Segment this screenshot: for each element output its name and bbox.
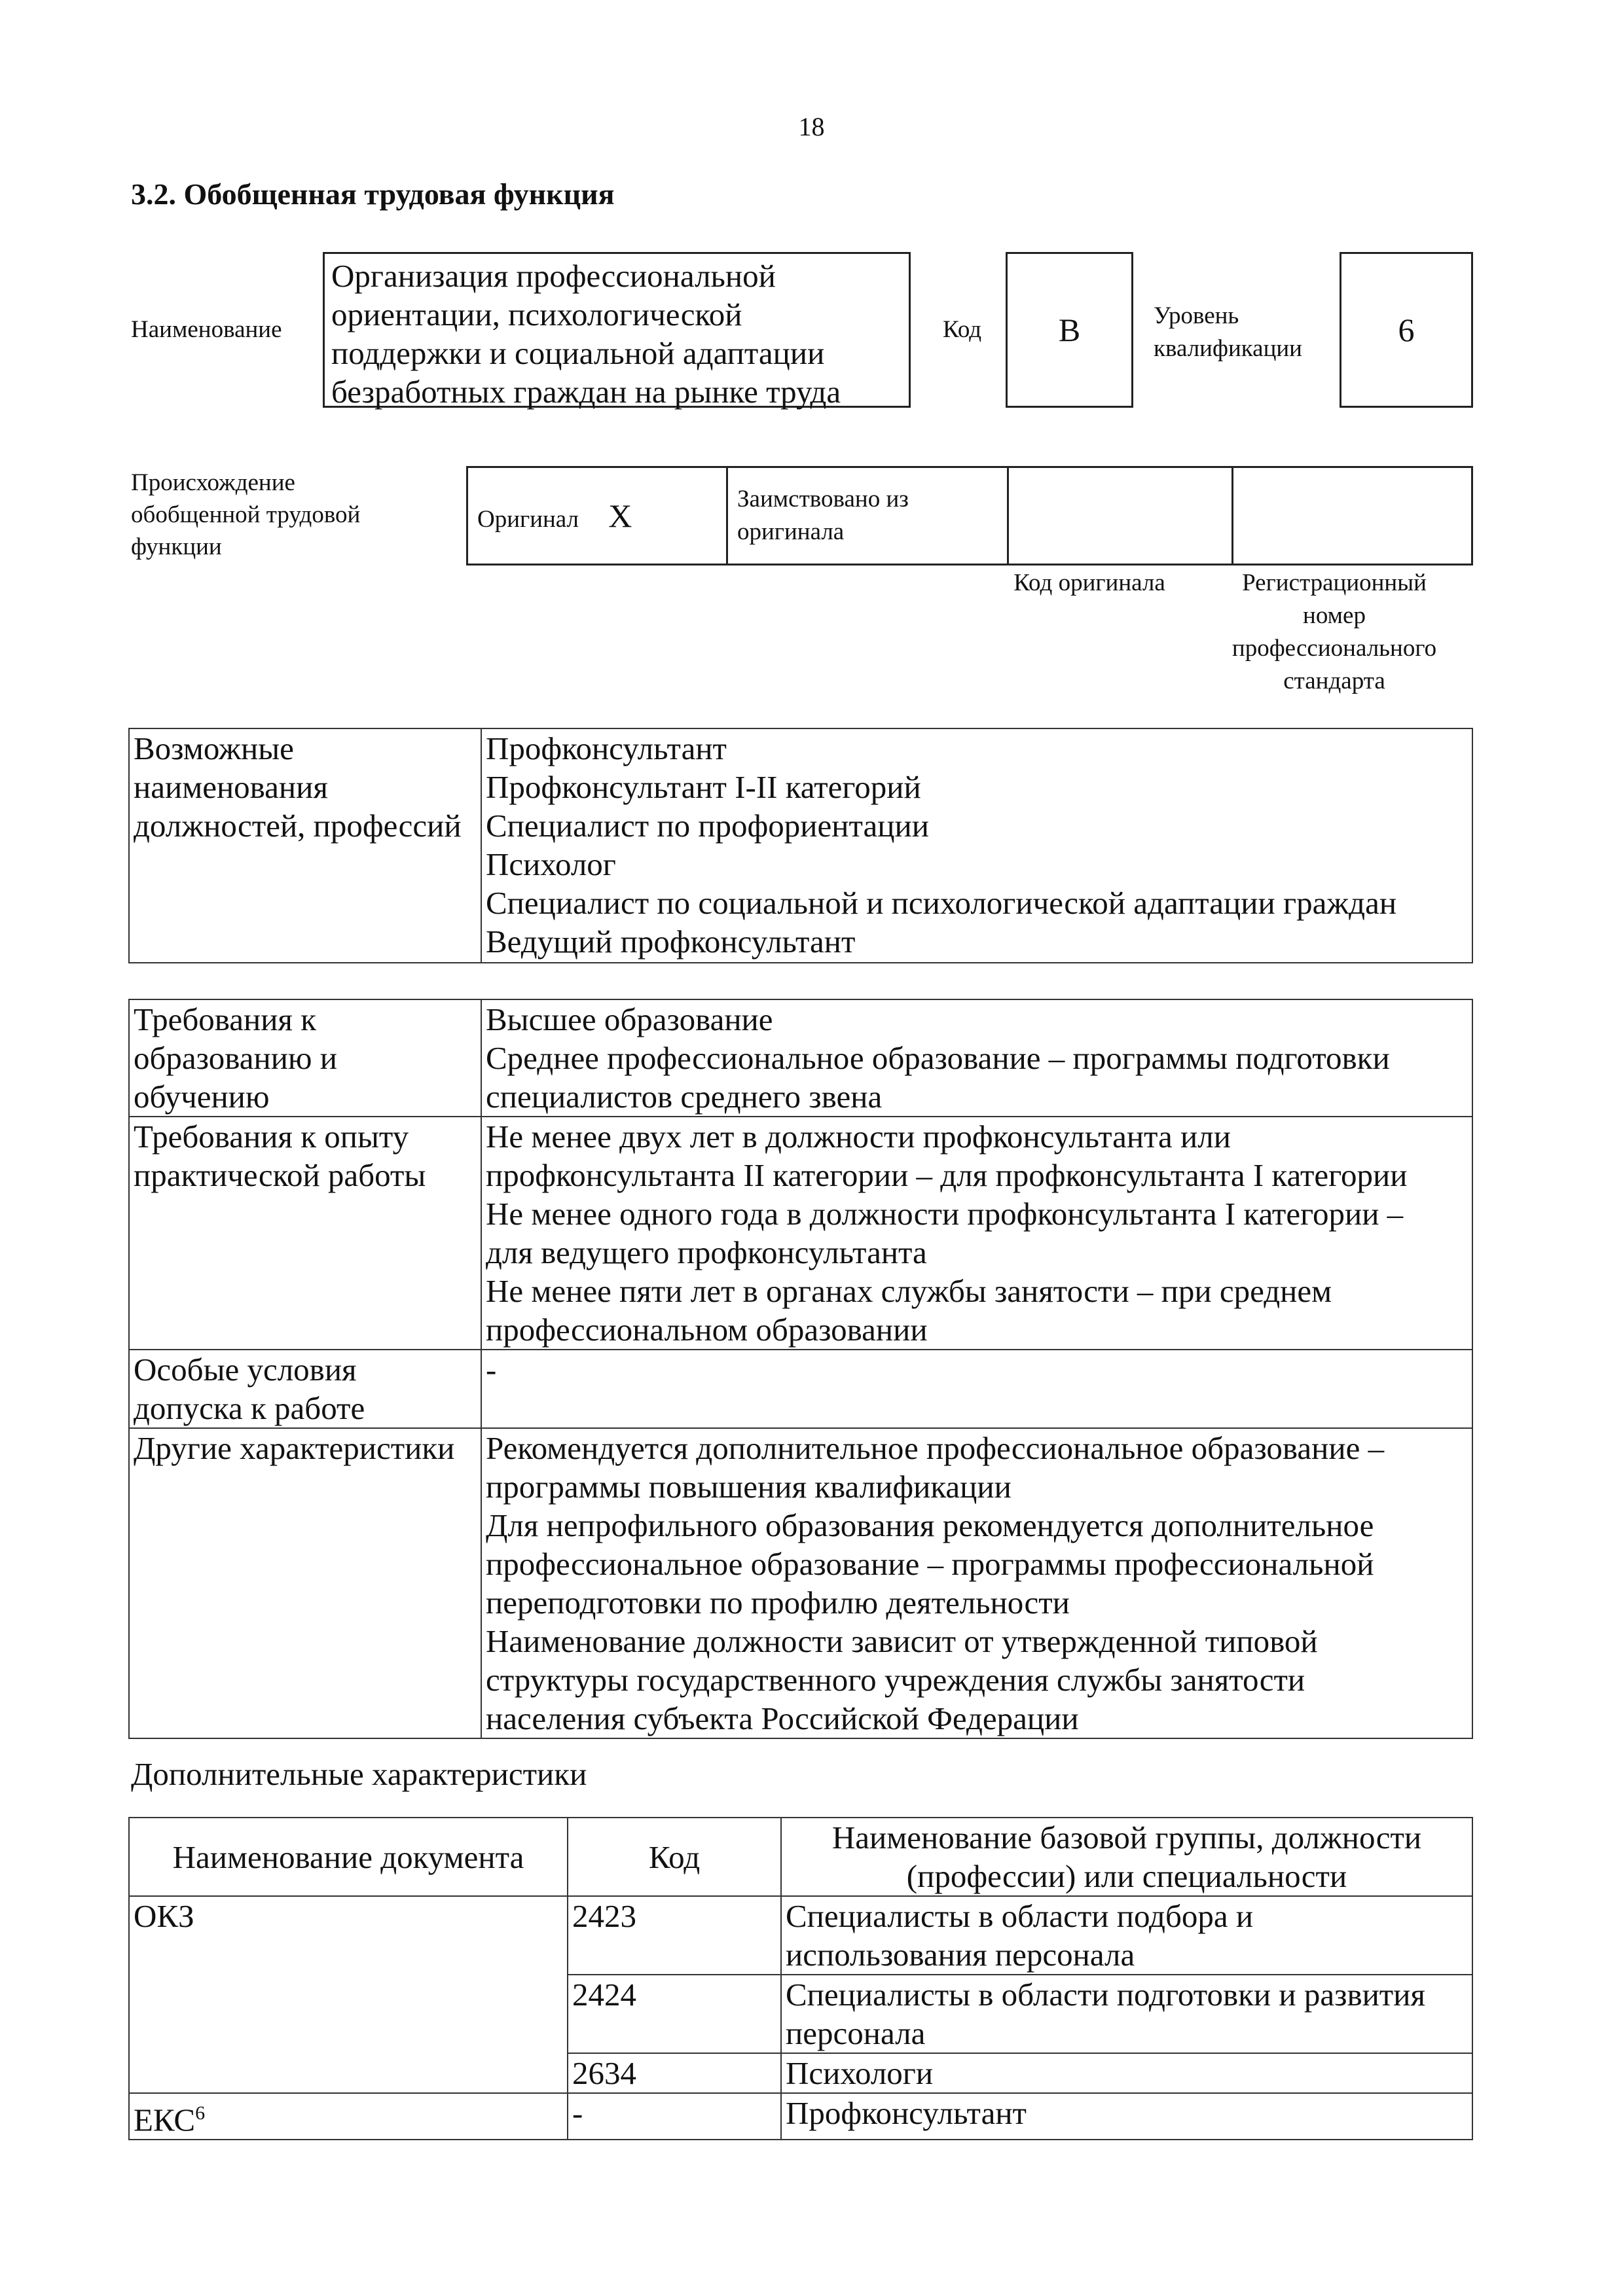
requirement-value-line: профессиональном образовании: [486, 1312, 928, 1348]
requirement-label-line: Требования к: [134, 1001, 317, 1037]
function-name-line: поддержки и социальной адаптации: [331, 335, 825, 371]
origin-label-line: Происхождение: [131, 469, 295, 496]
header-name-line: Наименование базовой группы, должности: [831, 1820, 1422, 1856]
requirement-value-line: Для непрофильного образования рекомендуется дополнительное: [486, 1507, 1374, 1543]
original-mark: X: [608, 497, 632, 534]
position-item: Ведущий профконсультант: [486, 924, 856, 960]
origin-label-line: функции: [131, 533, 222, 560]
requirements-table: [128, 999, 1473, 1739]
additional-table: [128, 1817, 1473, 2140]
okz-code: 2423: [568, 1896, 781, 1975]
requirement-value-line: программы повышения квалификации: [486, 1469, 1012, 1505]
registration-caption-line: номер: [1303, 602, 1366, 629]
requirement-label-line: допуска к работе: [134, 1390, 365, 1426]
requirement-value-line: специалистов среднего звена: [486, 1079, 883, 1115]
additional-header-row: [129, 1818, 1472, 1896]
eks-code: -: [568, 2093, 781, 2140]
code-label: Код: [943, 316, 982, 343]
eks-name: Профконсультант: [781, 2093, 1472, 2140]
okz-name-line: Специалисты в области подготовки и развития: [786, 1977, 1425, 2013]
requirement-row: [129, 1350, 1472, 1428]
positions-table: [128, 728, 1473, 963]
borrowed-label-line: Заимствовано из: [737, 486, 909, 512]
okz-name-line: Психологи: [786, 2055, 934, 2091]
origin-label-line: обобщенной трудовой: [131, 501, 361, 528]
registration-caption: [1195, 567, 1473, 698]
requirement-value: [481, 999, 1472, 1117]
level-label-line: квалификации: [1154, 335, 1302, 362]
position-item: Профконсультант: [486, 730, 727, 766]
name-label: Наименование: [131, 316, 282, 343]
positions-values: [481, 728, 1472, 963]
code-value: B: [1058, 312, 1081, 348]
level-label: [1154, 300, 1302, 365]
borrowed-label-line: оригинала: [737, 518, 845, 545]
requirement-row: [129, 999, 1472, 1117]
requirement-label: [129, 1117, 481, 1350]
header-code: Код: [568, 1818, 781, 1896]
requirement-value: [481, 1117, 1472, 1350]
requirement-value-line: -: [486, 1352, 497, 1388]
registration-caption-line: Регистрационный: [1242, 569, 1427, 596]
level-value: 6: [1398, 312, 1415, 348]
table-row: [129, 2093, 1472, 2140]
positions-label: [129, 728, 481, 963]
registration-caption-line: стандарта: [1283, 668, 1385, 694]
positions-label-line: наименования: [134, 769, 328, 805]
eks-label-text: ЕКС: [134, 2102, 196, 2138]
okz-name: [781, 1896, 1472, 1975]
requirement-value: [481, 1350, 1472, 1428]
header-doc: Наименование документа: [129, 1818, 568, 1896]
footnote-marker: 6: [195, 2102, 206, 2124]
okz-name-line: использования персонала: [786, 1937, 1135, 1973]
level-value-box: [1340, 252, 1473, 408]
requirement-value-line: Рекомендуется дополнительное профессиональное образование –: [486, 1430, 1385, 1466]
original-cell: [467, 467, 727, 565]
requirement-value-line: Не менее двух лет в должности профконсультанта или: [486, 1119, 1231, 1155]
requirement-value-line: Высшее образование: [486, 1001, 773, 1037]
requirement-value-line: переподготовки по профилю деятельности: [486, 1585, 1070, 1621]
registration-number-cell: [1233, 467, 1472, 565]
okz-name: [781, 2053, 1472, 2093]
code-original-caption: Код оригинала: [1013, 569, 1165, 596]
function-name-box: [323, 252, 911, 408]
requirement-value-line: для ведущего профконсультанта: [486, 1234, 927, 1270]
registration-caption-line: профессионального: [1231, 635, 1437, 662]
requirement-label-line: обучению: [134, 1079, 270, 1115]
position-item: Специалист по социальной и психологической адаптации граждан: [486, 885, 1397, 921]
position-item: Специалист по профориентации: [486, 808, 929, 844]
okz-label: ОКЗ: [129, 1896, 568, 2093]
position-item: Психолог: [486, 846, 616, 882]
eks-label: [129, 2093, 568, 2140]
borrowed-cell: [727, 467, 1008, 565]
header-name-line: (профессии) или специальности: [906, 1858, 1347, 1894]
positions-label-line: Возможные: [134, 730, 294, 766]
table-row: [129, 1896, 1472, 1975]
requirement-value-line: профконсультанта II категории – для профконсультанта I категории: [486, 1157, 1408, 1193]
okz-code: 2634: [568, 2053, 781, 2093]
function-name-line: ориентации, психологической: [331, 296, 742, 332]
function-name-line: Организация профессиональной: [331, 258, 776, 294]
requirement-value: [481, 1428, 1472, 1738]
requirement-value-line: Не менее пяти лет в органах службы занятости – при среднем: [486, 1273, 1332, 1309]
position-item: Профконсультант I-II категорий: [486, 769, 921, 805]
requirement-row: [129, 1117, 1472, 1350]
requirement-value-line: Среднее профессиональное образование – программы подготовки: [486, 1040, 1390, 1076]
level-label-line: Уровень: [1154, 302, 1239, 329]
requirement-label-line: Особые условия: [134, 1352, 357, 1388]
original-code-cell: [1008, 467, 1233, 565]
section-title: 3.2. Обобщенная трудовая функция: [131, 177, 615, 211]
page-number: 18: [798, 112, 825, 141]
positions-label-line: должностей, профессий: [134, 808, 462, 844]
header-name: [781, 1818, 1472, 1896]
requirement-label: [129, 1350, 481, 1428]
requirement-value-line: профессиональное образование – программы профессиональной: [486, 1546, 1374, 1582]
okz-name-line: персонала: [786, 2015, 926, 2051]
origin-label: [131, 467, 360, 563]
requirement-value-line: Наименование должности зависит от утвержденной типовой: [486, 1623, 1318, 1659]
requirement-value-line: населения субъекта Российской Федерации: [486, 1700, 1079, 1736]
okz-name: [781, 1975, 1472, 2053]
requirement-row: [129, 1428, 1472, 1738]
requirement-label-line: Требования к опыту: [134, 1119, 409, 1155]
requirement-label-line: Другие характеристики: [134, 1430, 455, 1466]
code-value-box: [1006, 252, 1133, 408]
requirement-value-line: Не менее одного года в должности профконсультанта I категории –: [486, 1196, 1404, 1232]
requirement-label-line: образованию и: [134, 1040, 338, 1076]
requirement-label: [129, 1428, 481, 1738]
requirement-label: [129, 999, 481, 1117]
additional-title: Дополнительные характеристики: [131, 1756, 587, 1792]
requirement-value-line: структуры государственного учреждения службы занятости: [486, 1662, 1305, 1698]
requirement-label-line: практической работы: [134, 1157, 426, 1193]
function-name-line: безработных граждан на рынке труда: [331, 374, 841, 410]
okz-name-line: Специалисты в области подбора и: [786, 1898, 1254, 1934]
okz-code: 2424: [568, 1975, 781, 2053]
origin-table: [466, 466, 1473, 565]
original-label: Оригинал: [477, 506, 579, 533]
